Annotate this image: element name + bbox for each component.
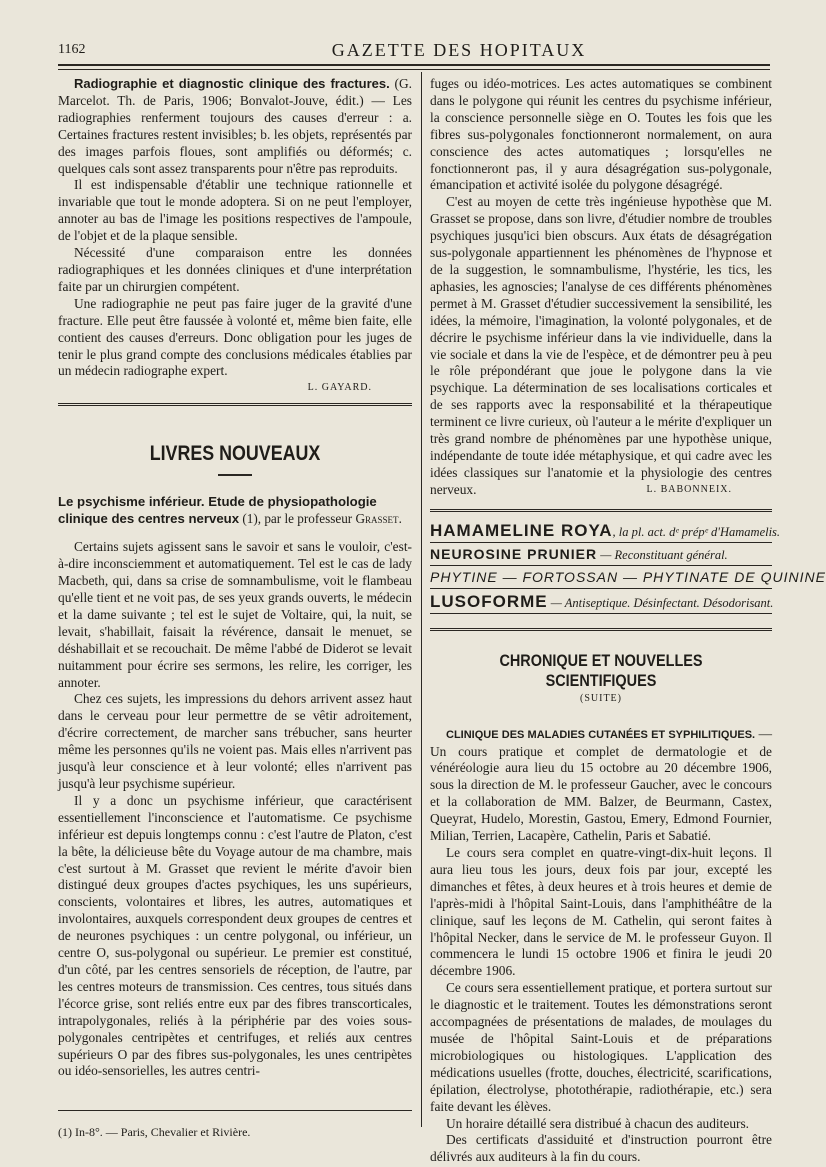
book-author: Grasset (355, 510, 399, 526)
section-title: LIVRES NOUVEAUX (149, 442, 321, 466)
ad-lusoforme: LUSOFORME — Antiseptique. Désinfectant. Désodorisant. (430, 589, 772, 614)
chronicle-text: — Un cours pratique et complet de dermatologie et de vénéréologie aura lieu du 15 octobre au 20 décembre 1906, sous la direction de M. le professeur Gaucher, avec le concours et la collaboration de MM. Balzer, de Beurmann, Castex, Queyrat, Hudelo, Morestin, Gastou, Emery, Edmond Fournier, Milian, Terrien, Lacapère, Cathelin, Paris et Sabatié. (430, 725, 772, 844)
book-title: Le psychisme inférieur. Etude de physiopathologie clinique des centres nerveux (58, 494, 377, 526)
book-paragraph: Certains sujets agissent sans le savoir et sans le vouloir, c'est-à-dire inconsciemment et automatiquement. Tel est le cas de lady Macbeth, qui, dans sa crise de somnambulisme, voit le flambeau qu'elle tient et ne voit pas, de ses yeux grands ouverts, le médecin et la dame suivante ; tel est le sujet de Voltaire, qui, la nuit, se levait, s'habillait, faisait la révérence, dansait le menuet, se déshabillait et se recouchait. De même l'abbé de Diderot se levait nuitamment pour écrire ses sermons, les relire, les corriger, les annoter. (58, 539, 412, 690)
ad-neurosine: NEUROSINE PRUNIER — Reconstituant général. (430, 543, 772, 566)
review-title: Radiographie et diagnostic clinique des fractures. (74, 76, 390, 91)
chronicle-heading: CLINIQUE DES MALADIES CUTANÉES ET SYPHILITIQUES. (446, 728, 756, 741)
chronicle-title: CHRONIQUE ET NOUVELLES SCIENTIFIQUES (499, 650, 703, 690)
section-title-rule (218, 474, 252, 476)
left-column (58, 76, 412, 1140)
ads-separator (430, 509, 772, 512)
page-number: 1162 (58, 42, 86, 57)
book-paragraph: Il y a donc un psychisme inférieur, que caractérisent essentiellement l'inconscience et l'automatisme. Ce psychisme inférieur est depuis longtemps connu : c'est l'autre de Platon, c'est la bête, la délicieuse bête du Voyage autour de ma chambre, mais c'est surtout à M. Grasset que revient le mérite d'avoir bien distingué deux groupes d'actes psychiques, les uns supérieurs, conscients, volontaires et libres, les autres, automatiques et involontaires, auxquels correspondent deux groupes de centres et de neurones psychiques : un centre polygonal, ou inférieur, un centre O, sus-polygonal ou supérieur. Le premier est constitué, d'un côté, par les centres sensoriels de réception, de l'autre, par les centres moteurs de transmission. Ces centres, tous situés dans l'écorce grise, sont reliés entre eux par des fibres transcorticales, intrapolygonales, reliés à la périphérie par des voies sous-polygonales centripètes et centrifuges, et reliés aux centres supérieurs O par des fibres sus-polygonales, les unes centripètes ou idéo-sensorielles, les autres centri- (58, 792, 412, 1079)
right-column (430, 76, 826, 1166)
ad-phytine: PHYTINE — FORTOSSAN — PHYTINATE DE QUININE (430, 566, 772, 589)
column-divider (421, 72, 422, 1127)
review-radiographie (58, 76, 412, 393)
running-header (58, 32, 770, 58)
chronicle-paragraph: Le cours sera complet en quatre-vingt-dix-huit leçons. Il aura lieu tous les jours, deux fois par jour, excepté les dimanches et fêtes, à deux heures et à trois heures et demie de l'après-midi à l'hôpital Saint-Louis, dans l'amphithéâtre de la clinique, sauf les leçons de M. Cathelin, qui seront faites à l'hôpital Necker, dans le service de M. le professeur Guyon. Il commencera le lundi 15 octobre 1906 et finira le jeudi 20 décembre 1906. (430, 845, 772, 979)
footnote: (1) In-8°. — Paris, Chevalier et Rivière. (58, 1110, 412, 1140)
book-paragraph: Chez ces sujets, les impressions du dehors arrivent assez haut dans le cerveau pour leur permettre de se vêtir adroitement, d'écrire correctement, de marcher sans trébucher, sans heurter même les personnes qu'ils ne voient pas. Mais elles n'arrivent pas jusqu'à leur conscience et à leur volonté; elles n'arrivent pas jusqu'à leur psychisme supérieur. (58, 691, 412, 791)
review-signature: L. GAYARD. (307, 382, 372, 394)
chronicle-separator (430, 628, 772, 631)
book-title-line: Le psychisme inférieur. Etude de physiopathologie clinique des centres nerveux (1), par le professeur Grasset. (58, 494, 402, 526)
header-rule (58, 64, 770, 66)
chronicle-paragraph: Un horaire détaillé sera distribué à chacun des auditeurs. (446, 1115, 750, 1131)
chronicle-subtitle: (SUITE) (580, 692, 622, 704)
journal-title: GAZETTE DES HOPITAUX (331, 40, 587, 60)
book-review (58, 494, 412, 1080)
footnote-ref: (1), (239, 510, 265, 526)
chronicle-paragraph: Ce cours sera essentiellement pratique, et portera surtout sur le diagnostic et le traitement. Toutes les démonstrations seront accompagnées de présentations de malades, de moulages du musée de l'hôpital Saint-Louis et de préparations microbiologiques ou histologiques. L'application des médications usuelles (frotte, douches, électricité, scarifications, épilation, électrolyse, photothérapie, radiothérapie, etc.) sera faite devant les élèves. (430, 980, 772, 1114)
review-intro: (G. Marcelot. Th. de Paris, 1906; Bonvalot-Jouve, édit.) — Les radiographies renferment toujours des causes d'erreur : a. Certaines fractures restent invisibles; b. les objets, représentés par des images parfois floues, sont amplifiés ou déformés; c. quelques cals sont assez transparents pour n'être pas reproduits. (58, 76, 412, 176)
book-continuation: C'est au moyen de cette très ingénieuse hypothèse que M. Grasset se propose, dans son livre, d'étudier nombre de troubles psychiques jusqu'ici bien obscurs. Aux états de désagrégation sus-polygonale appartiennent les phénomènes de l'hypnose et de la suggestion, le somnambulisme, l'hystérie, les tics, les aphasies, les agnoscies; l'analyse de ces différents phénomènes permet à M. Grasset d'étudier successivement la sensibilité, les idées, la mémoire, l'imagination, la volonté polygonales, et de décrire le psychisme inférieur dans la vie individuelle, dans la vie sociale et dans la vie de l'espèce, et de démontrer peu à peu le rôle prépondérant que joue le polygone dans la vie psychique. La détermination de ses localisations corticales et de ses rapports avec la responsabilité et la thérapeutique terminent ce livre curieux, où l'auteur a le mérite d'expliquer un très grand nombre de phénomènes par une hypothèse unique, indépendante de toute idée métaphysique, et qui cadre avec les idées classiques sur l'anatomie et la physiologie des centres nerveux. (430, 194, 772, 497)
book-by: par le professeur (264, 510, 356, 526)
chronicle-paragraph: Des certificats d'assiduité et d'instruction pourront être délivrés aux auditeurs à la fin du cours. (430, 1132, 772, 1165)
advertisements (430, 518, 826, 614)
header-rule-thin (58, 69, 770, 70)
book-continuation: fuges ou idéo-motrices. Les actes automatiques se combinent dans le polygone qui réunit les centres du psychisme inférieur, la conscience personnelle siège en O. Toutes les fois que les fibres sus-polygonales fonctionneront normalement, on aura conscience des actes automatiques ; lorsqu'elles ne fonctionneront pas, il y aura désagrégation sus-polygonale, émancipation et activité isolée du polygone désagrégé. (430, 76, 772, 193)
book-signature: L. BABONNEIX. (646, 483, 732, 495)
review-paragraph: Une radiographie ne peut pas faire juger de la gravité d'une fracture. Elle peut être faussée à volonté et, même bien faite, elle contient des causes d'erreurs. Donc obligation pour les juges de tenir le plus grand compte des conclusions médicales établies par un médecin radiographe expert. (58, 295, 412, 379)
ad-hamameline: HAMAMELINE ROYA, la pl. act. dᵉ prépᵉ d'Hamamelis. (430, 518, 772, 543)
section-separator (58, 403, 412, 406)
chronicle-body (430, 726, 772, 1167)
review-paragraph: Nécessité d'une comparaison entre les données radiographiques et les données cliniques et d'une interprétation faite par un chirurgien compétent. (58, 245, 412, 294)
review-paragraph: Il est indispensable d'établir une technique rationnelle et invariable que tout le monde adoptera. Si on ne peut l'employer, annoter au bas de l'image les positions respectives de l'ampoule, de l'objet et de la plaque sensible. (58, 177, 412, 244)
